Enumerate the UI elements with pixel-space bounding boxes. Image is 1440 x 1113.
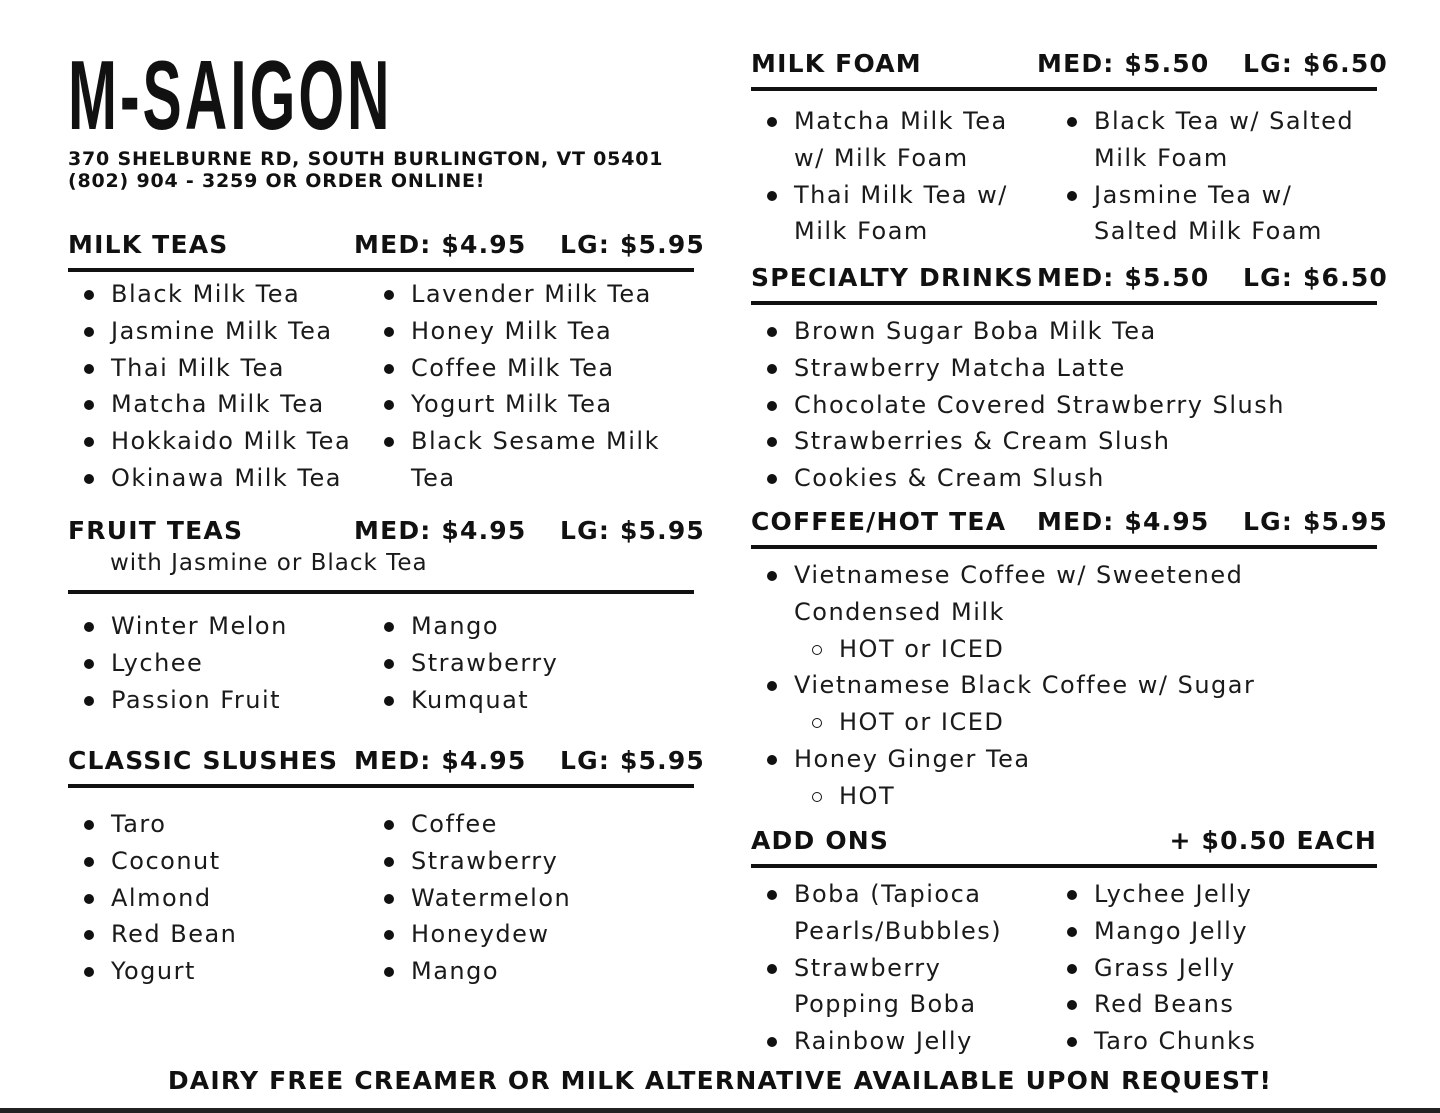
list-item: Lavender Milk Tea xyxy=(368,276,688,313)
list-item: Kumquat xyxy=(368,682,688,719)
section-divider xyxy=(68,784,694,788)
list-item: Almond xyxy=(68,880,368,917)
list-item: Vietnamese Black Coffee w/ Sugar xyxy=(751,667,1291,704)
section-subtitle: with Jasmine or Black Tea xyxy=(110,550,428,576)
list-item: Boba (Tapioca Pearls/Bubbles) xyxy=(751,876,1041,950)
section-divider xyxy=(68,590,694,594)
list-item: Cookies & Cream Slush xyxy=(751,460,1377,497)
item-list-col2 xyxy=(368,806,688,990)
list-subitem: HOT or ICED xyxy=(751,631,1291,668)
list-item: Strawberry Popping Boba xyxy=(751,950,1041,1024)
list-item: Jasmine Milk Tea xyxy=(68,313,368,350)
price-medium: MED: $4.95 xyxy=(354,516,527,545)
list-item: Honeydew xyxy=(368,916,688,953)
price-large: LG: $6.50 xyxy=(1243,49,1389,78)
price-large: LG: $6.50 xyxy=(1243,263,1389,292)
list-item: Lychee Jelly xyxy=(1051,876,1377,913)
price-large: LG: $5.95 xyxy=(560,746,706,775)
section-milk-foam xyxy=(751,45,1389,246)
list-item: Honey Milk Tea xyxy=(368,313,688,350)
price-large: LG: $5.95 xyxy=(1243,507,1389,536)
item-list-col1 xyxy=(751,103,1041,250)
list-item: Black Sesame Milk Tea xyxy=(368,423,688,497)
list-item: Red Bean xyxy=(68,916,368,953)
price-large: LG: $5.95 xyxy=(560,516,706,545)
section-coffee-hot-tea xyxy=(751,503,1389,810)
list-item: Mango xyxy=(368,608,688,645)
section-divider xyxy=(751,301,1377,305)
address-line: 370 SHELBURNE RD, SOUTH BURLINGTON, VT 05401 xyxy=(68,148,664,170)
price-each: + $0.50 EACH xyxy=(1169,826,1377,855)
item-list-col1 xyxy=(68,806,368,990)
brand-logo-title: M-SAIGON xyxy=(68,40,393,150)
price-medium: MED: $5.50 xyxy=(1037,49,1210,78)
list-item: Grass Jelly xyxy=(1051,950,1377,987)
list-item: Watermelon xyxy=(368,880,688,917)
list-item: Vietnamese Coffee w/ Sweetened Condensed Milk xyxy=(751,557,1291,631)
item-list-col2 xyxy=(1051,876,1377,1060)
list-item: Jasmine Tea w/ Salted Milk Foam xyxy=(1051,177,1377,251)
item-list-col2 xyxy=(1051,103,1377,250)
section-title: FRUIT TEAS xyxy=(68,516,244,545)
section-divider xyxy=(751,545,1377,549)
list-item: Mango Jelly xyxy=(1051,913,1377,950)
list-item: Brown Sugar Boba Milk Tea xyxy=(751,313,1377,350)
list-item: Strawberry xyxy=(368,645,688,682)
section-milk-teas xyxy=(68,226,706,492)
price-medium: MED: $4.95 xyxy=(354,230,527,259)
list-item: Passion Fruit xyxy=(68,682,368,719)
section-divider xyxy=(751,864,1377,868)
bottom-border xyxy=(0,1108,1440,1113)
list-item: Red Beans xyxy=(1051,986,1377,1023)
section-title: COFFEE/HOT TEA xyxy=(751,507,1007,536)
list-item: Strawberries & Cream Slush xyxy=(751,423,1377,460)
address-block xyxy=(68,148,663,192)
list-item: Yogurt Milk Tea xyxy=(368,386,688,423)
list-item: Coffee Milk Tea xyxy=(368,350,688,387)
footer-note: DAIRY FREE CREAMER OR MILK ALTERNATIVE AVAILABLE UPON REQUEST! xyxy=(167,1066,1273,1095)
section-header xyxy=(68,742,706,782)
item-list-col1 xyxy=(751,876,1041,1060)
list-item: Rainbow Jelly xyxy=(751,1023,1041,1060)
section-title: ADD ONS xyxy=(751,826,890,855)
list-item: Strawberry Matcha Latte xyxy=(751,350,1377,387)
list-item: Thai Milk Tea xyxy=(68,350,368,387)
section-header xyxy=(751,259,1389,299)
list-item: Coconut xyxy=(68,843,368,880)
list-item: Chocolate Covered Strawberry Slush xyxy=(751,387,1377,424)
price-medium: MED: $4.95 xyxy=(1037,507,1210,536)
section-header xyxy=(751,503,1389,543)
section-title: CLASSIC SLUSHES xyxy=(68,746,339,775)
list-item: Taro xyxy=(68,806,368,843)
section-header xyxy=(68,512,706,552)
price-large: LG: $5.95 xyxy=(560,230,706,259)
section-title: MILK TEAS xyxy=(68,230,229,259)
list-item: Okinawa Milk Tea xyxy=(68,460,368,497)
section-add-ons xyxy=(751,822,1377,1056)
list-item: Mango xyxy=(368,953,688,990)
section-fruit-teas xyxy=(68,512,706,714)
section-specialty-drinks xyxy=(751,259,1389,493)
item-list-col1 xyxy=(68,276,368,497)
phone-line: (802) 904 - 3259 OR ORDER ONLINE! xyxy=(68,170,486,192)
list-item: Coffee xyxy=(368,806,688,843)
section-title: MILK FOAM xyxy=(751,49,922,78)
item-list xyxy=(751,313,1377,497)
section-classic-slushes xyxy=(68,742,706,986)
list-item: Taro Chunks xyxy=(1051,1023,1377,1060)
item-list xyxy=(751,557,1291,815)
item-list-col2 xyxy=(368,276,688,497)
section-header xyxy=(751,45,1389,85)
list-item: Black Milk Tea xyxy=(68,276,368,313)
list-subitem: HOT or ICED xyxy=(751,704,1291,741)
price-medium: MED: $4.95 xyxy=(354,746,527,775)
section-divider xyxy=(751,87,1377,91)
list-item: Yogurt xyxy=(68,953,368,990)
section-divider xyxy=(68,268,694,272)
list-item: Lychee xyxy=(68,645,368,682)
list-item: Matcha Milk Tea xyxy=(68,386,368,423)
list-subitem: HOT xyxy=(751,778,1291,815)
item-list-col1 xyxy=(68,608,368,718)
list-item: Matcha Milk Tea w/ Milk Foam xyxy=(751,103,1041,177)
item-list-col2 xyxy=(368,608,688,718)
section-title: SPECIALTY DRINKS xyxy=(751,263,1034,292)
list-item: Strawberry xyxy=(368,843,688,880)
list-item: Black Tea w/ Salted Milk Foam xyxy=(1051,103,1377,177)
section-header xyxy=(68,226,706,266)
list-item: Hokkaido Milk Tea xyxy=(68,423,368,460)
list-item: Thai Milk Tea w/ Milk Foam xyxy=(751,177,1041,251)
section-header xyxy=(751,822,1377,862)
list-item: Honey Ginger Tea xyxy=(751,741,1291,778)
list-item: Winter Melon xyxy=(68,608,368,645)
price-medium: MED: $5.50 xyxy=(1037,263,1210,292)
